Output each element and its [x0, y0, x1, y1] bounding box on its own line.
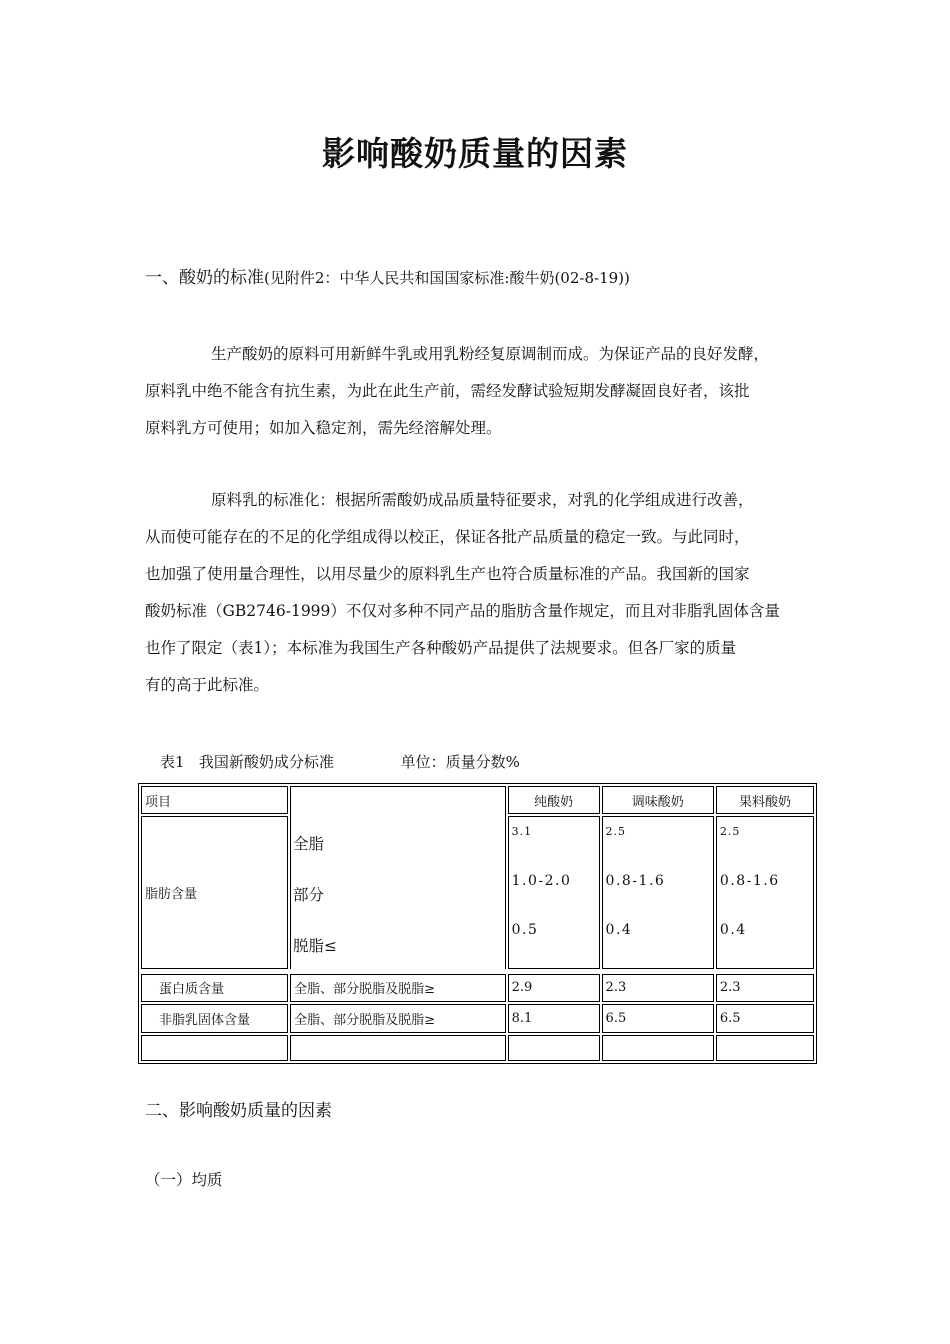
table-row-fat-sublabels — [141, 971, 814, 972]
header-plain-yogurt: 纯酸奶 — [508, 786, 600, 814]
fat-fruit-values — [716, 816, 814, 968]
fat-plain-partial: 1.0-2.0 — [511, 873, 572, 890]
protein-fruit: 2.3 — [716, 974, 814, 1002]
section-heading-reference: (见附件2：中华人民共和国国家标准:酸牛奶(02-8-19)) — [264, 269, 630, 287]
table-caption — [160, 751, 520, 772]
fat-fruit-full: 2.5 — [719, 825, 741, 839]
table-row-protein — [141, 974, 814, 1002]
section-heading-text: 一、酸奶的标准 — [145, 268, 264, 288]
empty-cell — [290, 1035, 506, 1061]
paragraph-line: 有的高于此标准。 — [145, 676, 270, 694]
fat-flavored-values — [602, 816, 714, 968]
empty-cell — [141, 1035, 288, 1061]
paragraph-line: 原料乳方可使用；如加入稳定剂，需先经溶解处理。 — [145, 419, 502, 437]
fat-sub-skim: 脱脂≤ — [293, 937, 337, 955]
paragraph-standardization — [145, 482, 810, 704]
fat-sub-full: 全脂 — [293, 835, 325, 853]
paragraph-line: 原料乳中绝不能含有抗生素，为此在此生产前，需经发酵试验短期发酵凝固良好者，该批 — [145, 382, 750, 400]
paragraph-line: 也加强了使用量合理性，以用尽量少的原料乳生产也符合质量标准的产品。我国新的国家 — [145, 565, 750, 583]
table-row-solids — [141, 1004, 814, 1032]
document-title: 影响酸奶质量的因素 — [322, 134, 628, 173]
paragraph-line: 原料乳的标准化：根据所需酸奶成品质量特征要求，对乳的化学组成进行改善， — [211, 491, 754, 509]
fat-content-label: 脂肪含量 — [141, 816, 288, 968]
paragraph-line: 酸奶标准（GB2746-1999）不仅对多种不同产品的脂肪含量作规定，而且对非脂乳固体含量 — [145, 602, 780, 620]
empty-cell — [602, 1035, 714, 1061]
table-caption-label: 表1 — [160, 753, 185, 771]
solids-fruit: 6.5 — [716, 1004, 814, 1032]
fat-plain-full: 3.1 — [511, 825, 533, 839]
yogurt-standard-table — [138, 783, 817, 1064]
table-row-empty — [141, 1035, 814, 1061]
paragraph-line: 也作了限定（表1）；本标准为我国生产各种酸奶产品提供了法规要求。但各厂家的质量 — [145, 639, 737, 657]
fat-fruit-skim: 0.4 — [719, 922, 747, 939]
subsection-heading-homogenization: （一）均质 — [145, 1171, 223, 1189]
empty-cell — [508, 1035, 600, 1061]
table-caption-title: 我国新酸奶成分标准 — [198, 753, 334, 771]
solids-plain: 8.1 — [508, 1004, 600, 1032]
fat-flavored-partial: 0.8-1.6 — [605, 873, 666, 890]
paragraph-line: 生产酸奶的原料可用新鲜牛乳或用乳粉经复原调制而成。为保证产品的良好发酵， — [211, 345, 770, 363]
table-caption-unit: 单位：质量分数% — [400, 753, 520, 771]
fat-flavored-skim: 0.4 — [605, 922, 633, 939]
fat-plain-skim: 0.5 — [511, 922, 539, 939]
paragraph-line: 从而使可能存在的不足的化学组成得以校正，保证各批产品质量的稳定一致。与此同时， — [145, 528, 750, 546]
paragraph-raw-milk — [145, 336, 810, 447]
solids-content-label: 非脂乳固体含量 — [141, 1004, 288, 1032]
protein-condition: 全脂、部分脱脂及脱脂≥ — [290, 974, 506, 1002]
protein-flavored: 2.3 — [602, 974, 714, 1002]
fat-flavored-full: 2.5 — [605, 825, 627, 839]
solids-flavored: 6.5 — [602, 1004, 714, 1032]
solids-condition: 全脂、部分脱脂及脱脂≥ — [290, 1004, 506, 1032]
header-flavored-yogurt: 调味酸奶 — [602, 786, 714, 814]
header-fruit-yogurt: 果料酸奶 — [716, 786, 814, 814]
empty-cell — [716, 1035, 814, 1061]
section-heading-standard — [145, 263, 630, 288]
table-header-row — [141, 786, 814, 814]
fat-plain-values — [508, 816, 600, 968]
protein-plain: 2.9 — [508, 974, 600, 1002]
protein-content-label: 蛋白质含量 — [141, 974, 288, 1002]
fat-fruit-partial: 0.8-1.6 — [719, 873, 780, 890]
fat-sublabels — [293, 830, 337, 972]
header-item: 项目 — [141, 786, 288, 814]
fat-sub-partial: 部分 — [293, 886, 325, 904]
section-heading-factors: 二、影响酸奶质量的因素 — [145, 1101, 332, 1121]
